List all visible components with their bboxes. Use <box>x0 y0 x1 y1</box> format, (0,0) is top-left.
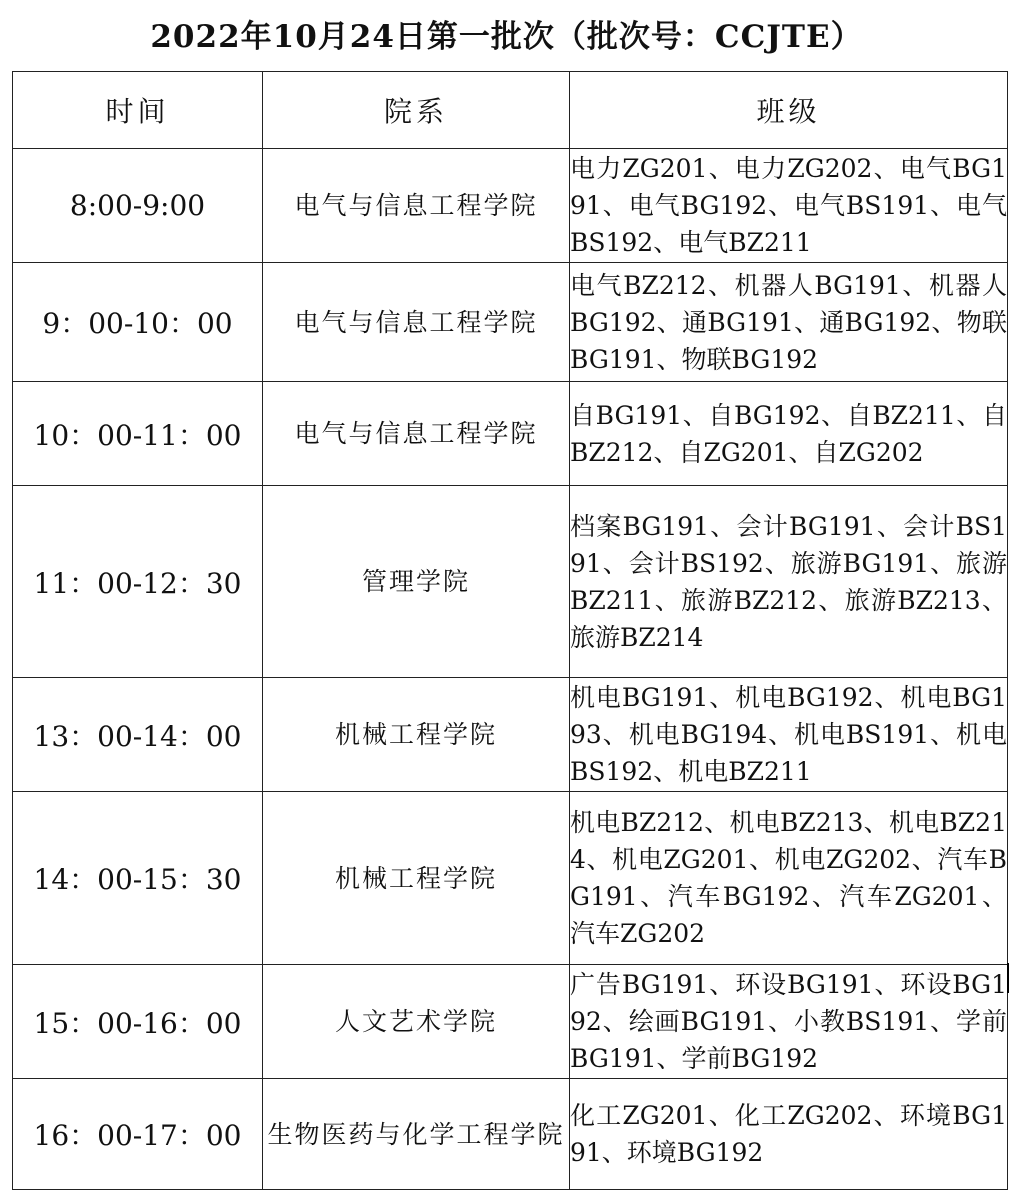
classes-cell: 电力ZG201、电力ZG202、电气BG191、电气BG192、电气BS191、电气BS192、电气BZ211 <box>570 149 1008 263</box>
time-cell: 14：00-15：30 <box>13 792 263 965</box>
time-cell: 9：00-10：00 <box>13 263 263 382</box>
table-row <box>13 263 1008 382</box>
time-cell: 16：00-17：00 <box>13 1079 263 1190</box>
table-row <box>13 486 1008 678</box>
dept-cell: 管理学院 <box>263 486 570 678</box>
table-row <box>13 149 1008 263</box>
classes-cell: 广告BG191、环设BG191、环设BG192、绘画BG191、小教BS191、学前BG191、学前BG192 <box>570 965 1008 1079</box>
schedule-table <box>12 71 1008 1190</box>
table-row <box>13 965 1008 1079</box>
time-cell: 13：00-14：00 <box>13 678 263 792</box>
classes-cell: 化工ZG201、化工ZG202、环境BG191、环境BG192 <box>570 1079 1008 1190</box>
header-classes: 班级 <box>570 72 1008 149</box>
classes-cell: 电气BZ212、机器人BG191、机器人BG192、通BG191、通BG192、物联BG191、物联BG192 <box>570 263 1008 382</box>
table-row <box>13 1079 1008 1190</box>
time-cell: 10：00-11：00 <box>13 382 263 486</box>
classes-cell: 自BG191、自BG192、自BZ211、自BZ212、自ZG201、自ZG202 <box>570 382 1008 486</box>
dept-cell: 机械工程学院 <box>263 678 570 792</box>
dept-cell: 电气与信息工程学院 <box>263 149 570 263</box>
classes-cell: 档案BG191、会计BG191、会计BS191、会计BS192、旅游BG191、旅游BZ211、旅游BZ212、旅游BZ213、旅游BZ214 <box>570 486 1008 678</box>
table-row <box>13 382 1008 486</box>
table-row <box>13 792 1008 965</box>
header-time: 时间 <box>13 72 263 149</box>
page-title: 2022年10月24日第一批次（批次号：CCJTE） <box>150 19 863 55</box>
time-cell: 11：00-12：30 <box>13 486 263 678</box>
text-cursor <box>1007 963 1009 993</box>
dept-cell: 人文艺术学院 <box>263 965 570 1079</box>
dept-cell: 电气与信息工程学院 <box>263 382 570 486</box>
dept-cell: 机械工程学院 <box>263 792 570 965</box>
table-row <box>13 678 1008 792</box>
dept-cell: 电气与信息工程学院 <box>263 263 570 382</box>
dept-cell: 生物医药与化学工程学院 <box>263 1079 570 1190</box>
classes-cell: 机电BG191、机电BG192、机电BG193、机电BG194、机电BS191、机电BS192、机电BZ211 <box>570 678 1008 792</box>
table-header-row <box>13 72 1008 149</box>
time-cell: 15：00-16：00 <box>13 965 263 1079</box>
time-cell: 8:00-9:00 <box>13 149 263 263</box>
header-dept: 院系 <box>263 72 570 149</box>
classes-cell: 机电BZ212、机电BZ213、机电BZ214、机电ZG201、机电ZG202、汽车BG191、汽车BG192、汽车ZG201、汽车ZG202 <box>570 792 1008 965</box>
